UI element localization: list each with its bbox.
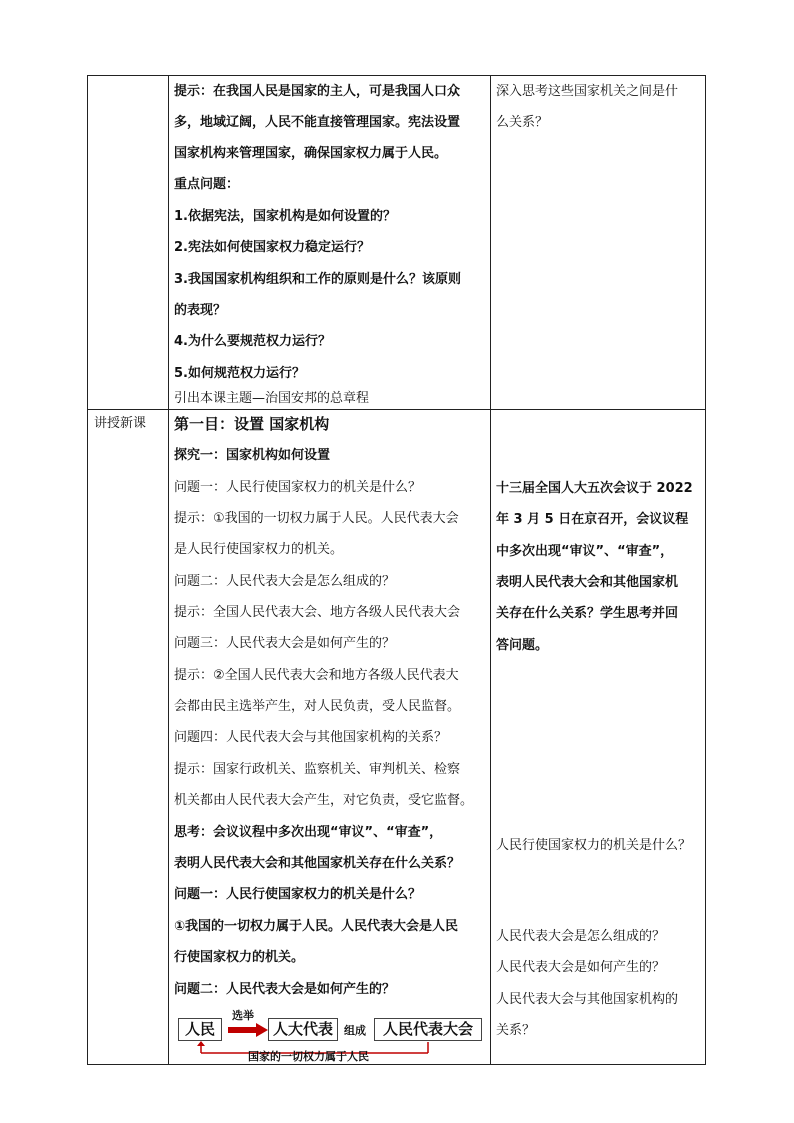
question-4: 问题四：人民代表大会与其他国家机构的关系？ (174, 730, 448, 745)
think-prompt-line-2: 么关系？ (496, 115, 549, 130)
hint-line-2: 多，地域辽阔，人民不能直接管理国家。宪法设置 (174, 115, 461, 130)
row1-right-cell (496, 76, 702, 409)
activity-line-4: 表明人民代表大会和其他国家机 (496, 575, 679, 590)
side-question-4-cont: 关系？ (496, 1023, 536, 1038)
activity-line-1: 十三届全国人大五次会议于 2022 (496, 481, 693, 496)
review-question-1: 问题一：人民行使国家权力的机关是什么？ (174, 887, 422, 902)
diagram-box-people: 人民 (178, 1018, 222, 1041)
key-question-3-cont: 的表现？ (174, 303, 227, 318)
side-question-2: 人民代表大会是怎么组成的？ (496, 929, 666, 944)
hint-2: 提示：全国人民代表大会、地方各级人民代表大会 (174, 605, 461, 620)
activity-line-5: 关存在什么关系？学生思考并回 (496, 606, 679, 621)
review-question-2: 问题二：人民代表大会是如何产生的？ (174, 982, 396, 997)
hint-1-line-1: 提示：①我国的一切权力属于人民。人民代表大会 (174, 511, 459, 526)
diagram-box-deputies: 人大代表 (268, 1018, 338, 1041)
key-questions-heading: 重点问题： (174, 177, 240, 192)
inquiry-heading: 探究一：国家机构如何设置 (174, 448, 331, 463)
hint-1-line-2: 是人民行使国家权力的机关。 (174, 542, 344, 557)
key-question-1: 1.依据宪法，国家机构是如何设置的？ (174, 209, 396, 224)
column-divider-right (490, 76, 491, 1064)
review-answer-1-line-1: ①我国的一切权力属于人民。人民代表大会是人民 (174, 919, 459, 934)
diagram-connector-label: 组成 (344, 1024, 366, 1037)
hint-4-line-2: 机关都由人民代表大会产生，对它负责，受它监督。 (174, 793, 474, 808)
section-label: 讲授新课 (94, 416, 147, 431)
activity-line-6: 答问题。 (496, 638, 549, 653)
question-1: 问题一：人民行使国家权力的机关是什么？ (174, 480, 422, 495)
reflection-line-1: 思考：会议议程中多次出现“审议”、“审查”， (174, 825, 443, 840)
diagram-arrow-label: 选举 (232, 1009, 254, 1022)
lesson-table (87, 75, 706, 1065)
row2-right-cell (496, 409, 702, 1064)
section-title: 第一目：设置 国家机构 (174, 415, 330, 433)
row1-middle-cell (174, 76, 490, 409)
lesson-topic-intro: 引出本课主题—治国安邦的总章程 (174, 391, 370, 406)
side-question-4: 人民代表大会与其他国家机构的 (496, 992, 679, 1007)
question-3: 问题三：人民代表大会是如何产生的？ (174, 636, 396, 651)
people-congress-diagram (174, 409, 490, 1064)
key-question-4: 4.为什么要规范权力运行？ (174, 334, 331, 349)
hint-3-line-2: 会都由民主选举产生，对人民负责，受人民监督。 (174, 699, 461, 714)
diagram-arrow-right (228, 1023, 268, 1037)
hint-3-line-1: 提示：②全国人民代表大会和地方各级人民代表大 (174, 668, 459, 683)
row2-middle-cell (174, 409, 490, 1064)
hint-4-line-1: 提示：国家行政机关、监察机关、审判机关、检察 (174, 762, 461, 777)
activity-line-2: 年 3 月 5 日在京召开，会议议程 (496, 512, 689, 527)
key-question-2: 2.宪法如何使国家权力稳定运行？ (174, 240, 370, 255)
reflection-line-2: 表明人民代表大会和其他国家机关存在什么关系？ (174, 856, 461, 871)
think-prompt-line-1: 深入思考这些国家机关之间是什 (496, 84, 679, 99)
hint-line-3: 国家机构来管理国家，确保国家权力属于人民。 (174, 146, 448, 161)
diagram-bottom-label: 国家的一切权力属于人民 (248, 1050, 369, 1063)
hint-line-1: 提示：在我国人民是国家的主人，可是我国人口众 (174, 84, 461, 99)
side-question-3: 人民代表大会是如何产生的？ (496, 960, 666, 975)
side-question-1: 人民行使国家权力的机关是什么？ (496, 838, 692, 853)
diagram-box-congress: 人民代表大会 (374, 1018, 482, 1041)
key-question-3: 3.我国国家机构组织和工作的原则是什么？该原则 (174, 272, 461, 287)
activity-line-3: 中多次出现“审议”、“审查”， (496, 544, 674, 559)
question-2: 问题二：人民代表大会是怎么组成的？ (174, 574, 396, 589)
review-answer-1-line-2: 行使国家权力的机关。 (174, 950, 305, 965)
column-divider-left (168, 76, 169, 1064)
key-question-5: 5.如何规范权力运行？ (174, 366, 305, 381)
row2-left-cell (88, 409, 168, 1064)
